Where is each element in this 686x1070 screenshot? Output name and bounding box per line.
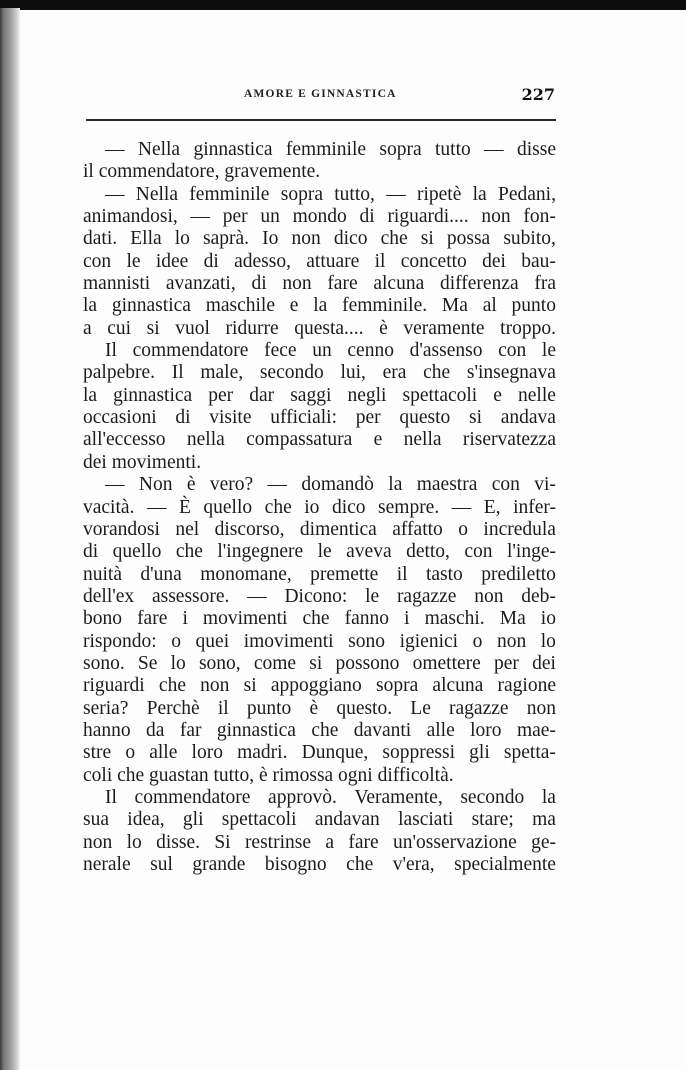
text-line: dati. Ella lo saprà. Io non dico che si possa subito, (83, 228, 556, 250)
text-line: vorandosi nel discorso, dimentica affatto o incredula (83, 518, 556, 540)
text-line: stre o alle loro madri. Dunque, soppressi gli spetta- (83, 742, 556, 764)
running-head (244, 86, 564, 108)
text-line: seria? Perchè il punto è questo. Le ragazze non (83, 697, 556, 719)
text-line: hanno da far ginnastica che davanti alle loro mae- (83, 719, 556, 741)
text-line: animandosi, — per un mondo di riguardi.... non fon- (83, 206, 556, 228)
text-line: sua idea, gli spettacoli andavan lasciati stare; ma (83, 809, 556, 831)
text-line: mannisti avanzati, di non fare alcuna differenza fra (83, 273, 556, 295)
text-line: — Non è vero? — domandò la maestra con vi- (105, 474, 556, 496)
text-line: occasioni di visite ufficiali: per questo si andava (83, 407, 556, 429)
text-line: dell'ex assessore. — Dicono: le ragazze non deb- (83, 585, 556, 607)
text-line: il commendatore, gravemente. (83, 161, 321, 183)
text-line: Il commendatore fece un cenno d'assenso con le (105, 340, 556, 362)
text-line: rispondo: o quei imovimenti sono igienici o non lo (83, 630, 556, 652)
page-number: 227 (521, 85, 555, 104)
text-line: a cui si vuol ridurre questa.... è veramente troppo. (83, 317, 556, 339)
book-spine-shadow (0, 8, 20, 1070)
text-line: palpebre. Il male, secondo lui, era che s'insegnava (83, 362, 556, 384)
text-line: nuità d'una monomane, premette il tasto prediletto (83, 563, 556, 585)
text-line: con le idee di adesso, attuare il concetto dei bau- (83, 250, 556, 272)
text-line: — Nella femminile sopra tutto, — ripetè la Pedani, (105, 183, 556, 205)
running-head-title: AMORE E GINNASTICA (244, 88, 397, 100)
text-line: Il commendatore approvò. Veramente, secondo la (105, 786, 556, 808)
text-line: nerale sul grande bisogno che v'era, specialmente (83, 854, 556, 875)
text-line: dei movimenti. (83, 451, 202, 473)
text-line: all'eccesso nella compassatura e nella riservatezza (83, 429, 556, 451)
text-line: coli che guastan tutto, è rimossa ogni difficoltà. (83, 764, 454, 786)
text-line: riguardi che non si appoggiano sopra alcuna ragione (83, 675, 556, 697)
text-line: sono. Se lo sono, come si possono omettere per dei (83, 652, 556, 674)
text-line: la ginnastica maschile e la femminile. Ma al punto (83, 295, 556, 317)
text-line: — Nella ginnastica femminile sopra tutto — disse (105, 139, 556, 160)
text-line: la ginnastica per dar saggi negli spettacoli e nelle (83, 384, 556, 406)
body-text (83, 139, 556, 876)
header-rule (86, 119, 556, 121)
text-line: vacità. — È quello che io dico sempre. — E, infer- (83, 496, 556, 518)
text-line: non lo disse. Si restrinse a fare un'osservazione ge- (83, 831, 556, 853)
text-line: bono fare i movimenti che fanno i maschi. Ma io (83, 608, 556, 630)
scan-top-edge (0, 0, 686, 10)
text-line: di quello che l'ingegnere le aveva detto, con l'inge- (83, 541, 556, 563)
